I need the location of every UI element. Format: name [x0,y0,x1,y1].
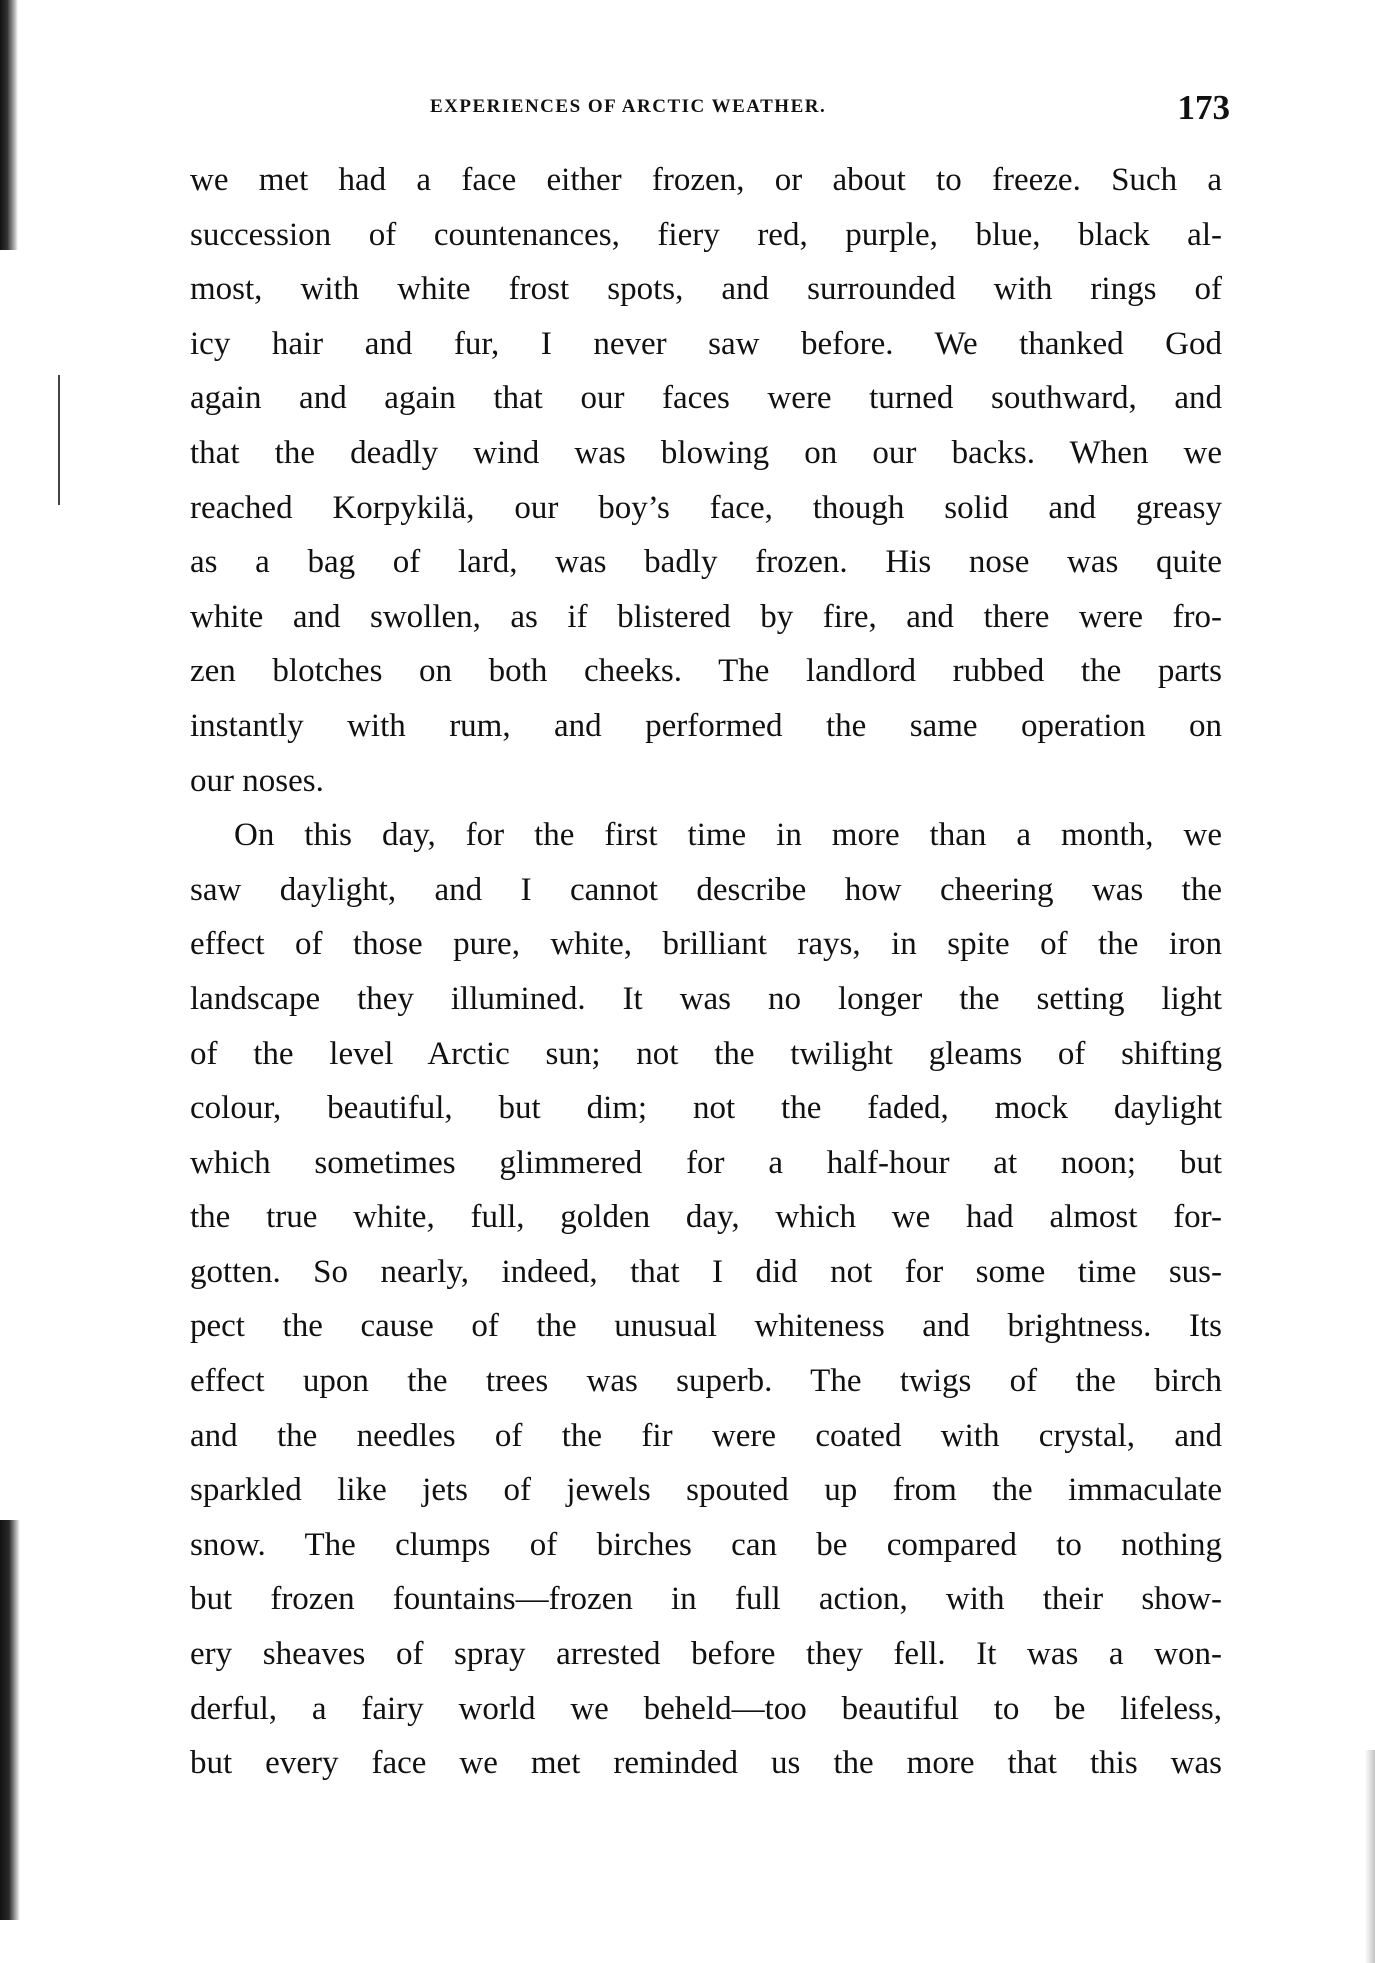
scan-edge-shadow-bottom [0,1520,20,1920]
paragraph [190,808,1222,1791]
text-line: derful, a fairy world we beheld—too beautiful to be lifeless, [190,1690,1222,1727]
text-line: ery sheaves of spray arrested before they fell. It was a won- [190,1636,1222,1673]
text-line: of the level Arctic sun; not the twilight gleams of shifting [190,1035,1222,1072]
text-line: and the needles of the fir were coated with crystal, and [190,1417,1222,1454]
text-line: saw daylight, and I cannot describe how cheering was the [190,871,1222,908]
text-line: icy hair and fur, I never saw before. We thanked God [190,325,1222,362]
text-line: zen blotches on both cheeks. The landlord rubbed the parts [190,653,1222,690]
text-line: effect of those pure, white, brilliant rays, in spite of the iron [190,926,1222,963]
text-line: instantly with rum, and performed the same operation on [190,707,1222,744]
text-line: On this day, for the first time in more than a month, we [234,817,1222,854]
text-line: sparkled like jets of jewels spouted up from the immaculate [190,1472,1222,1509]
text-line: snow. The clumps of birches can be compared to nothing [190,1526,1222,1563]
running-head: EXPERIENCES OF ARCTIC WEATHER. [430,96,827,117]
body-text [190,153,1222,1791]
text-line: the true white, full, golden day, which we had almost for- [190,1199,1222,1236]
scan-edge-line [58,375,60,505]
text-line: which sometimes glimmered for a half-hour at noon; but [190,1144,1222,1181]
page-header [190,88,1230,148]
text-line: we met had a face either frozen, or about to freeze. Such a [190,162,1222,198]
text-line: effect upon the trees was superb. The twigs of the birch [190,1363,1222,1400]
text-line: reached Korpykilä, our boy’s face, though solid and greasy [190,489,1222,526]
text-line: landscape they illumined. It was no longer the setting light [190,980,1222,1017]
text-line: most, with white frost spots, and surrounded with rings of [190,271,1222,308]
text-line: colour, beautiful, but dim; not the faded, mock daylight [190,1090,1222,1127]
page-number: 173 [1177,88,1230,127]
text-line: but every face we met reminded us the more that this was [190,1745,1222,1782]
scan-edge-shadow-right [1365,1750,1375,1963]
text-line: succession of countenances, fiery red, purple, blue, black al- [190,216,1222,253]
text-line: gotten. So nearly, indeed, that I did not for some time sus- [190,1253,1222,1290]
text-line: that the deadly wind was blowing on our backs. When we [190,434,1222,471]
text-line: white and swollen, as if blistered by fire, and there were fro- [190,598,1222,635]
text-line: pect the cause of the unusual whiteness and brightness. Its [190,1308,1222,1345]
text-line: our noses. [190,762,324,799]
scan-edge-shadow-top [0,0,18,250]
paragraph [190,153,1222,808]
text-line: again and again that our faces were turned southward, and [190,380,1222,417]
text-line: as a bag of lard, was badly frozen. His nose was quite [190,544,1222,581]
text-line: but frozen fountains—frozen in full action, with their show- [190,1581,1222,1618]
